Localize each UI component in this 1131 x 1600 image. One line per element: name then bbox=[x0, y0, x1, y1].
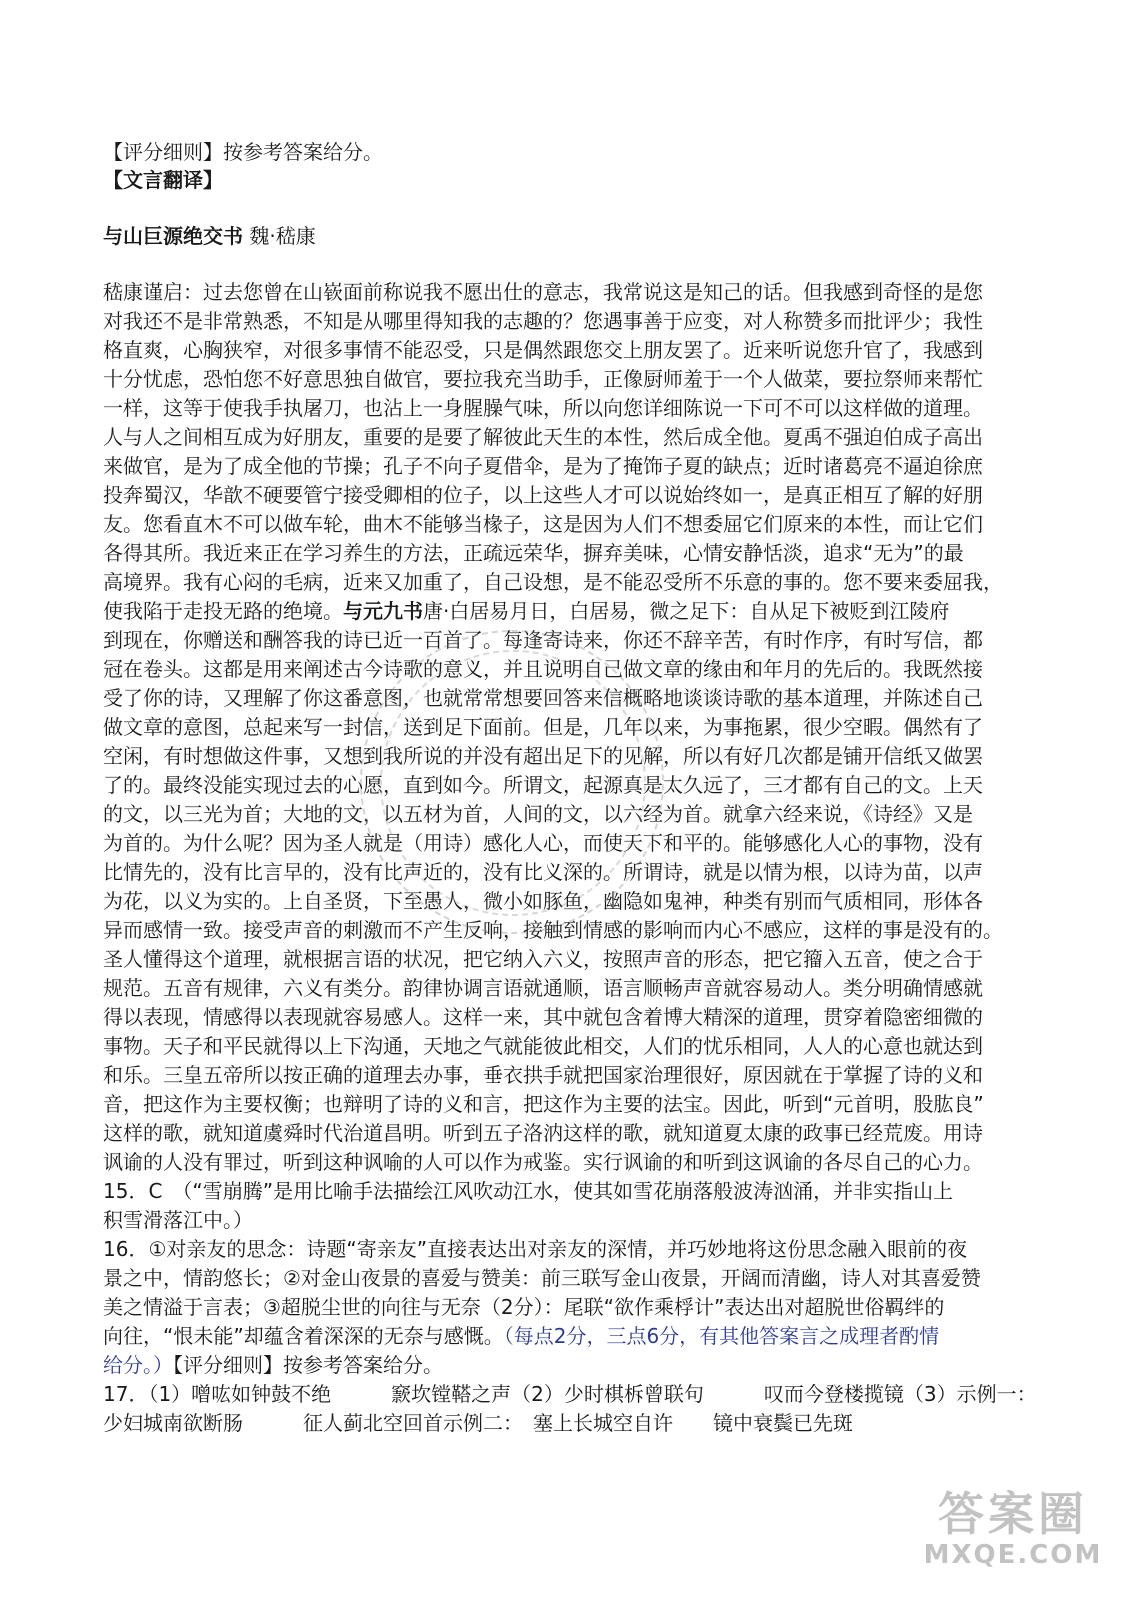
logo-line-1: 答案圈 bbox=[938, 1487, 1088, 1541]
answer-17-line: 17．（1）噌吰如钟鼓不绝 窾坎镗鞳之声（2）少时棋柝曾联句 叹而今登楼揽镜（3）示例一： bbox=[103, 1382, 1037, 1406]
answer-16-line bbox=[103, 1322, 939, 1350]
text-segment: 向往，“恨未能”却蕴含着深深的无奈与感慨。 bbox=[103, 1324, 504, 1348]
answer-16-line bbox=[103, 1351, 443, 1379]
text-line: 人与人之间相互成为好朋友，重要的是要了解彼此天生的本性，然后成全他。夏禹不强迫伯成子高出 bbox=[103, 425, 983, 449]
text-line: 友。您看直木不可以做车轮，曲木不能够当椽子，这是因为人们不想委屈它们原来的本性，而让它们 bbox=[103, 512, 983, 536]
text-line: 为首的。为什么呢？因为圣人就是（用诗）感化人心，而使天下和平的。能够感化人心的事物，没有 bbox=[103, 831, 983, 855]
answer-16-line: 16．①对亲友的思念：诗题“寄亲友”直接表达出对亲友的深情，并巧妙地将这份思念融入眼前的夜 bbox=[103, 1237, 968, 1261]
answer-15-line: 积雪滑落江中。） bbox=[103, 1208, 253, 1232]
logo-line-2: MXQE.COM bbox=[923, 1540, 1103, 1570]
scoring-note-2: 【评分细则】按参考答案给分。 bbox=[173, 1353, 443, 1377]
text-line: 事物。天子和平民就得以上下沟通，天地之气就能彼此相交，人们的忧乐相同，人人的心意也就达到 bbox=[103, 1034, 983, 1058]
answer-17-line: 少妇城南欲断肠 征人蓟北空回首示例二： 塞上长城空自许 镜中衰鬓已先斑 bbox=[103, 1411, 853, 1435]
text-line: 讽谕的人没有罪过，听到这种讽喻的人可以作为戒鉴。实行讽谕的和听到这讽谕的各尽自己的心力。 bbox=[103, 1150, 983, 1174]
text-line: 和乐。三皇五帝所以按正确的道理去办事，垂衣拱手就把国家治理很好，原因就在于掌握了诗的义和 bbox=[103, 1063, 983, 1087]
scoring-hint: （每点2分，三点6分，有其他答案言之成理者酌情 bbox=[503, 1324, 940, 1348]
scoring-note-1: 【评分细则】按参考答案给分。 bbox=[103, 140, 383, 164]
text-line: 为花，以义为实的。上自圣贤，下至愚人，微小如豚鱼，幽隐如鬼神，种类有别而气质相同，形体各 bbox=[103, 889, 983, 913]
text-line: 对我还不是非常熟悉，不知是从哪里得知我的志趣的？您遇事善于应变，对人称赞多而批评少；我性 bbox=[103, 309, 983, 333]
text-segment: 使我陷于走投无路的绝境。 bbox=[103, 599, 343, 623]
text-line: 投奔蜀汉，华歆不硬要管宁接受卿相的位子，以上这些人才可以说始终如一，是真正相互了解的好朋 bbox=[103, 483, 983, 507]
site-logo bbox=[913, 1488, 1113, 1578]
scoring-hint: 给分。） bbox=[103, 1353, 173, 1377]
text-line: 嵇康谨启：过去您曾在山嵚面前称说我不愿出仕的意志，我常说这是知己的话。但我感到奇怪的是您 bbox=[103, 280, 983, 304]
text-line: 格直爽，心胸狭窄，对很多事情不能忍受，只是偶然跟您交上朋友罢了。近来听说您升官了，我感到 bbox=[103, 338, 983, 362]
text-line: 做文章的意图，总起来写一封信，送到足下面前。但是，几年以来，为事拖累，很少空暇。偶然有了 bbox=[103, 715, 983, 739]
text-line: 音，把这作为主要权衡；也辩明了诗的义和言，把这作为主要的法宝。因此，听到“元首明，股肱良” bbox=[103, 1092, 984, 1116]
text-line bbox=[103, 597, 949, 625]
text-line: 圣人懂得这个道理，就根据言语的状况，把它纳入六义，按照声音的形态，把它籀入五音，使之合于 bbox=[103, 947, 983, 971]
text-segment: 唐·白居易月日，白居易，微之足下：自从足下被贬到江陵府 bbox=[423, 599, 950, 623]
text-line: 得以表现，情感得以表现就容易感人。这样一来，其中就包含着博大精深的道理，贯穿着隐密细微的 bbox=[103, 1005, 983, 1029]
text-line: 到现在，你赠送和酬答我的诗已近一百首了。每逢寄诗来，你还不辞辛苦，有时作序，有时写信，都 bbox=[103, 628, 983, 652]
section-heading-translation: 【文言翻译】 bbox=[103, 168, 223, 192]
text-line: 高境界。我有心闷的毛病，近来又加重了，自己设想，是不能忍受所不乐意的事的。您不要来委屈我， bbox=[103, 570, 1003, 594]
text-line: 冠在卷头。这都是用来阐述古今诗歌的意义，并且说明自己做文章的缘由和年月的先后的。我既然接 bbox=[103, 657, 983, 681]
text-line: 一样，这等于使我手执屠刀，也沾上一身腥臊气味，所以向您详细陈说一下可不可以这样做的道理。 bbox=[103, 396, 983, 420]
answer-15-line: 15．C （“雪崩腾”是用比喻手法描绘江风吹动江水，使其如雪花崩落般波涛汹涌，并非实指山上 bbox=[103, 1179, 954, 1203]
second-letter-title: 与元九书 bbox=[343, 599, 423, 623]
letter-author: 魏·嵇康 bbox=[249, 224, 316, 248]
text-line: 了的。最终没能实现过去的心愿，直到如今。所谓文，起源真是太久远了，三才都有自己的文。上天 bbox=[103, 773, 983, 797]
text-line: 这样的歌，就知道虞舜时代治道昌明。听到五子洛汭这样的歌，就知道夏太康的政事已经荒废。用诗 bbox=[103, 1121, 983, 1145]
text-line: 十分忧虑，恐怕您不好意思独自做官，要拉我充当助手，正像厨师羞于一个人做菜，要拉祭师来帮忙 bbox=[103, 367, 983, 391]
text-line: 来做官，是为了成全他的节操；孔子不向子夏借伞，是为了掩饰子夏的缺点；近时诸葛亮不逼迫徐庶 bbox=[103, 454, 983, 478]
text-line: 规范。五音有规律，六义有类分。韵律协调言语就通顺，语言顺畅声音就容易动人。类分明确情感就 bbox=[103, 976, 983, 1000]
text-line: 空闲，有时想做这件事，又想到我所说的并没有超出足下的见解，所以有好几次都是铺开信纸又做罢 bbox=[103, 744, 983, 768]
text-line: 异而感情一致。接受声音的刺激而不产生反响，接触到情感的影响而内心不感应，这样的事是没有的。 bbox=[103, 918, 1003, 942]
text-line: 比情先的，没有比言早的，没有比声近的，没有比义深的。所谓诗，就是以情为根，以诗为苗，以声 bbox=[103, 860, 983, 884]
text-line: 的文，以三光为首；大地的文，以五材为首，人间的文，以六经为首。就拿六经来说，《诗经》又是 bbox=[103, 802, 973, 826]
text-line: 受了你的诗，又理解了你这番意图，也就常常想要回答来信概略地谈谈诗歌的基本道理，并陈述自己 bbox=[103, 686, 983, 710]
answer-16-line: 美之情溢于言表；③超脱尘世的向往与无奈（2分）：尾联“欲作乘桴计”表达出对超脱世俗羁绊的 bbox=[103, 1295, 945, 1319]
text-line: 各得其所。我近来正在学习养生的方法，正疏远荣华，摒弃美味，心情安静恬淡，追求“无为”的最 bbox=[103, 541, 964, 565]
letter-title-line bbox=[103, 222, 316, 250]
answer-16-line: 景之中，情韵悠长；②对金山夜景的喜爱与赞美：前三联写金山夜景，开阔而清幽，诗人对其喜爱赞 bbox=[103, 1266, 981, 1290]
letter-title: 与山巨源绝交书 bbox=[103, 224, 243, 248]
